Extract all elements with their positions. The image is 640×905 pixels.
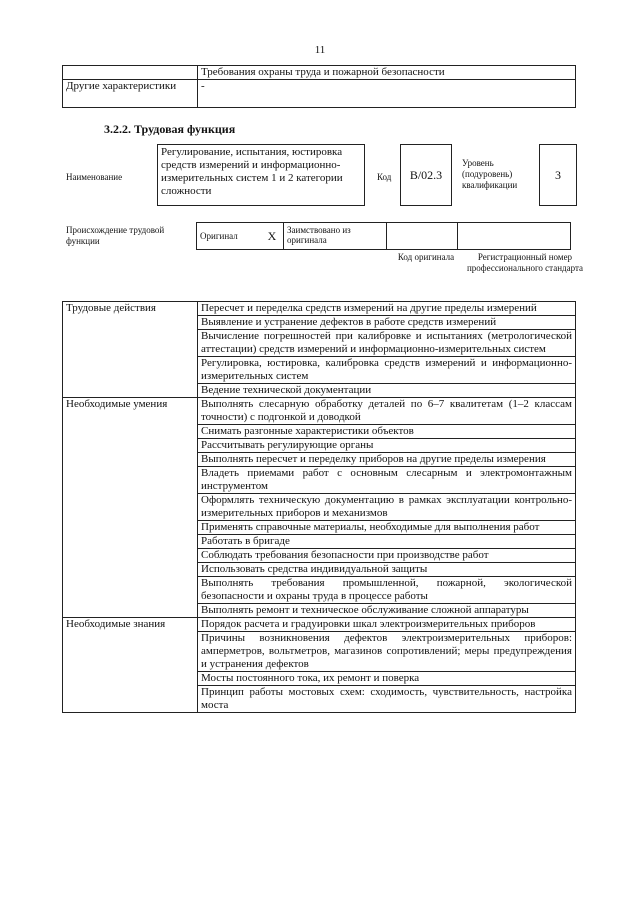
safety-requirements-cell: Требования охраны труда и пожарной безопасности [198, 66, 576, 80]
item-cell: Порядок расчета и градуировки шкал электроизмерительных приборов [198, 618, 576, 632]
table-row [63, 618, 576, 632]
item-cell: Выполнять ремонт и техническое обслуживание сложной аппаратуры [198, 604, 576, 618]
item-cell: Владеть приемами работ с основным слесарным и электромонтажным инструментом [198, 467, 576, 494]
other-characteristics-value: - [198, 80, 576, 108]
item-cell: Применять справочные материалы, необходимые для выполнения работ [198, 521, 576, 535]
item-cell: Соблюдать требования безопасности при производстве работ [198, 549, 576, 563]
page-number: 11 [314, 44, 326, 56]
table-row [63, 80, 576, 108]
item-cell: Выявление и устранение дефектов в работе средств измерений [198, 316, 576, 330]
table-row [63, 302, 576, 316]
item-cell: Выполнять требования промышленной, пожарной, экологической безопасности и охраны труда в процессе работы [198, 577, 576, 604]
function-name-box: Регулирование, испытания, юстировка средств измерений и информационно-измерительных систем 1 и 2 категории сложности [157, 144, 365, 206]
table-row [197, 223, 571, 250]
reg-number-cell [458, 223, 571, 250]
original-mark: X [261, 223, 284, 250]
original-code-cell [387, 223, 458, 250]
item-cell: Оформлять техническую документацию в рамках эксплуатации контрольно-измерительных приборов и механизмов [198, 494, 576, 521]
borrowed-label: Заимствовано из оригинала [284, 223, 387, 250]
original-label: Оригинал [197, 223, 262, 250]
item-cell: Мосты постоянного тока, их ремонт и поверка [198, 672, 576, 686]
section-heading: 3.2.2. Трудовая функция [104, 122, 236, 136]
item-cell: Пересчет и переделка средств измерений на другие пределы измерений [198, 302, 576, 316]
name-label: Наименование [66, 172, 123, 182]
level-box: 3 [539, 144, 577, 206]
other-characteristics-label: Другие характеристики [63, 80, 198, 108]
origin-label: Происхождение трудовой функции [66, 225, 165, 246]
code-label: Код [377, 172, 392, 182]
item-cell: Снимать разгонные характеристики объектов [198, 425, 576, 439]
empty-cell [63, 66, 198, 80]
item-cell: Причины возникновения дефектов электроизмерительных приборов: амперметров, вольтметров, магазинов сопротивлений; меры предупреждения и устранения дефектов [198, 632, 576, 672]
item-cell: Ведение технической документации [198, 384, 576, 398]
item-cell: Выполнять слесарную обработку деталей по 6–7 квалитетам (1–2 классам точности) с подгонкой и доводкой [198, 398, 576, 425]
item-cell: Принцип работы мостовых схем: сходимость, чувствительность, настройка моста [198, 686, 576, 713]
item-cell: Регулировка, юстировка, калибровка средств измерений и информационно-измерительных систем [198, 357, 576, 384]
code-caption: Код оригинала [397, 252, 455, 262]
category-cell: Трудовые действия [63, 302, 198, 398]
item-cell: Работать в бригаде [198, 535, 576, 549]
reg-number-caption: Регистрационный номер профессионального стандарта [466, 252, 584, 273]
item-cell: Вычисление погрешностей при калибровке и испытаниях (метрологической аттестации) средств измерений и информационно-измерительных систем [198, 330, 576, 357]
characteristics-table [62, 65, 576, 108]
item-cell: Использовать средства индивидуальной защиты [198, 563, 576, 577]
function-code-box: B/02.3 [400, 144, 452, 206]
origin-table [196, 222, 571, 250]
item-cell: Рассчитывать регулирующие органы [198, 439, 576, 453]
level-label: Уровень (подуровень) квалификации [462, 158, 518, 190]
category-cell: Необходимые знания [63, 618, 198, 713]
item-cell: Выполнять пересчет и переделку приборов на другие пределы измерения [198, 453, 576, 467]
table-row [63, 398, 576, 425]
table-row [63, 66, 576, 80]
function-details-table [62, 301, 576, 713]
category-cell: Необходимые умения [63, 398, 198, 618]
